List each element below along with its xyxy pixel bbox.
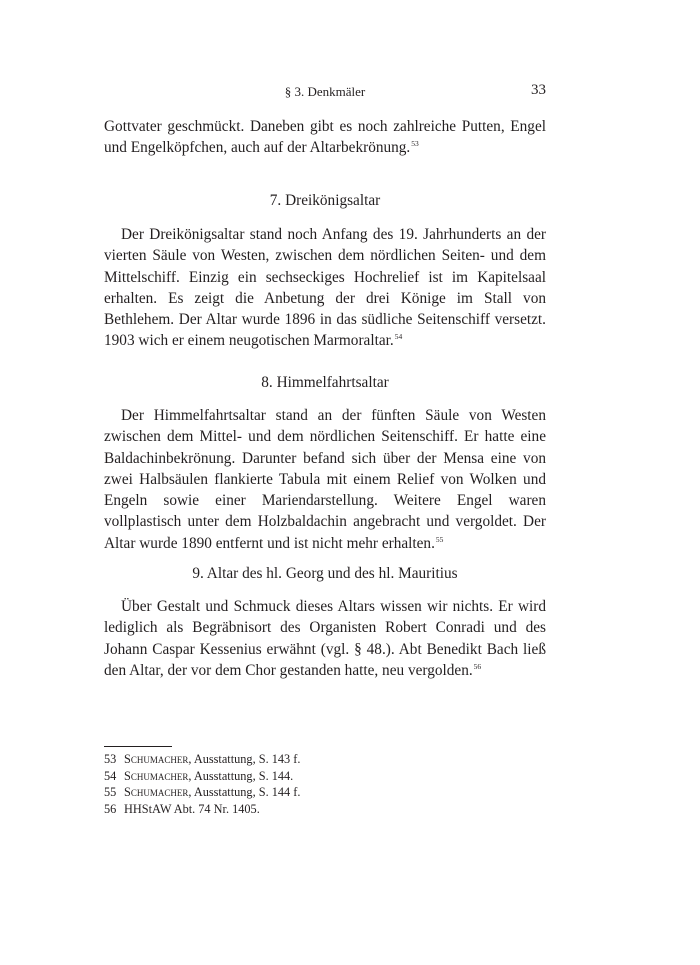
footnotes: [104, 751, 546, 817]
intro-paragraph: [104, 116, 546, 159]
footnote-ref-54[interactable]: 54: [394, 332, 403, 342]
section-paragraph-himmelfahrtsaltar: [104, 405, 546, 554]
running-head: [104, 84, 546, 104]
footnote-number: 56: [104, 801, 117, 816]
footnote-author: Schumacher: [124, 752, 189, 766]
running-title: § 3. Denkmäler: [284, 84, 366, 99]
section-heading-dreikoenigsaltar: 7. Dreikönigsaltar: [269, 192, 381, 209]
footnote: [104, 751, 546, 768]
section-paragraph-dreikoenigsaltar: [104, 224, 546, 352]
footnote-divider: [104, 746, 172, 747]
footnote-text: , Ausstattung, S. 144 f.: [188, 785, 301, 799]
section-text: Der Dreikönigsaltar stand noch Anfang des 19. Jahrhunderts an der vierten Säule von Westen, zwischen dem nördlichen Seiten- und dem Mittelschiff. Einzig ein sechseckiges Hochrelief ist im Kapitelsaal erhalten. Es zeigt die Anbetung der drei Könige im Stall von Bethlehem. Der Altar wurde 1896 in das südliche Seitenschiff versetzt. 1903 wich er einem neugotischen Marmoraltar.: [104, 226, 546, 350]
footnote-number: 55: [104, 785, 117, 799]
page-number: 33: [531, 82, 546, 98]
footnote: [104, 768, 546, 785]
footnote-author: Schumacher: [124, 768, 189, 783]
intro-text: Gottvater geschmückt. Daneben gibt es noch zahlreiche Putten, Engel und Engelköpfchen, auch auf der Altarbekrönung.: [104, 118, 546, 157]
footnote-ref-55[interactable]: 55: [435, 534, 444, 544]
footnote-ref-53[interactable]: 53: [411, 139, 419, 149]
footnote-number: 54: [104, 768, 117, 783]
footnote: [104, 784, 546, 801]
section-heading-georg-mauritius: 9. Altar des hl. Georg und des hl. Mauritius: [192, 565, 458, 582]
footnote-text: , Ausstattung, S. 143 f.: [188, 752, 301, 766]
footnote: [104, 801, 546, 818]
section-paragraph-georg-mauritius: [104, 596, 546, 681]
section-text: Über Gestalt und Schmuck dieses Altars wissen wir nichts. Er wird lediglich als Begräbnisort des Organisten Robert Conradi und des Johann Caspar Kessenius erwähnt (vgl. § 48.). Abt Benedikt Bach ließ den Altar, der vor dem Chor gestanden hatte, neu vergolden.: [104, 598, 546, 679]
footnote-number: 53: [104, 752, 117, 766]
section-heading-himmelfahrtsaltar: 8. Himmelfahrtsaltar: [261, 374, 389, 391]
footnote-author: Schumacher: [124, 785, 189, 799]
footnote-text: , Ausstattung, S. 144.: [188, 768, 294, 783]
footnote-ref-56[interactable]: 56: [473, 661, 482, 671]
section-text: Der Himmelfahrtsaltar stand an der fünften Säule von Westen zwischen dem Mittel- und dem nördlichen Seitenschiff. Er hatte eine Baldachinbekrönung. Darunter befand sich über der Mensa eine von zwei Halbsäulen flankierte Tabula mit einem Relief von Wolken und Engeln sowie einer Mariendarstellung. Weitere Engel waren vollplastisch unter dem Holzbaldachin angebracht und vergoldet. Der Altar wurde 1890 entfernt und ist nicht mehr erhalten.: [104, 407, 546, 552]
footnote-text: HHStAW Abt. 74 Nr. 1405.: [124, 801, 260, 816]
